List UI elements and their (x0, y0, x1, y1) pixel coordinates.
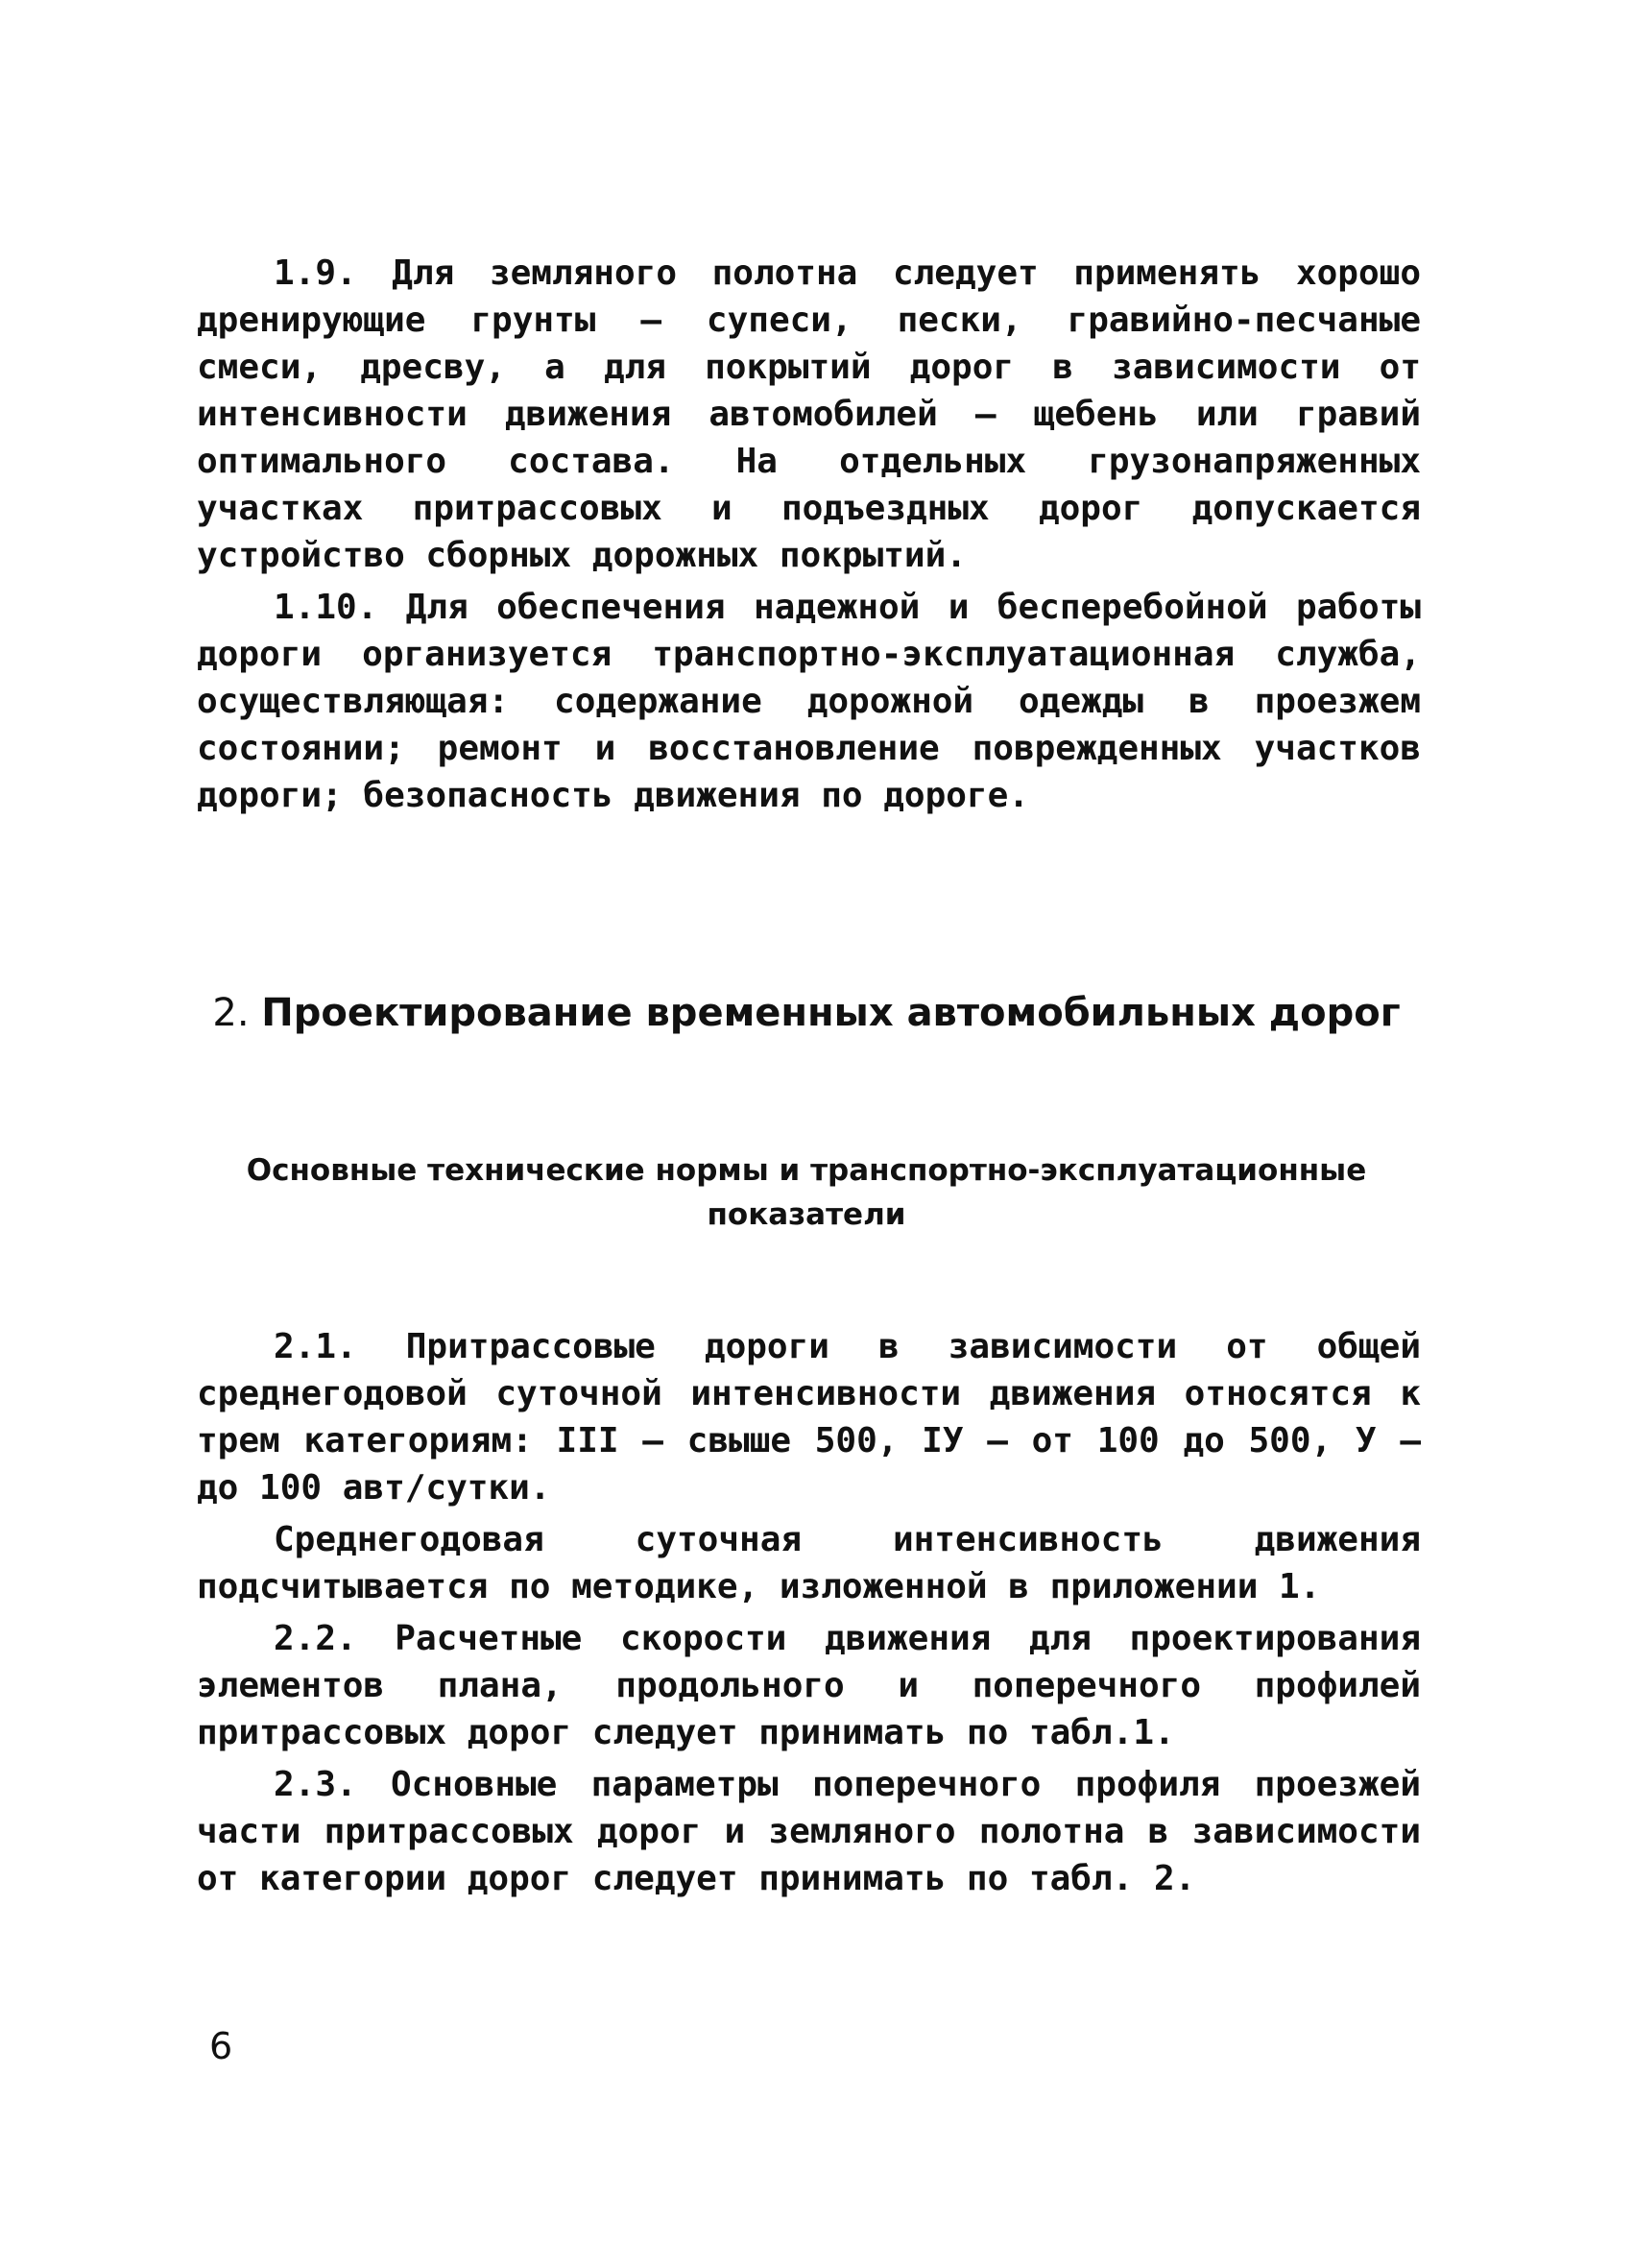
paragraph-1-9: 1.9. Для земляного полотна следует применять хорошо дренирующие грунты – супеси, пески, гравийно-песчаные смеси, дресву, а для покрытий дорог в зависимости от интенсивности движения автомобилей – щебень или гравий оптимального состава. На отдельных грузонапряженных участках притрассовых и подъездных дорог допускается устройство сборных дорожных покрытий. (197, 253, 1421, 575)
section-title (192, 986, 1421, 1040)
paragraph-intensity: Среднегодовая суточная интенсивность движения подсчитывается по методике, изложенной в приложении 1. (197, 1520, 1421, 1606)
text-block-intro (197, 250, 1421, 819)
paragraph-2-2: 2.2. Расчетные скорости движения для проектирования элементов плана, продольного и поперечного профилей притрассовых дорог следует принимать по табл.1. (197, 1619, 1421, 1752)
section-number: 2. (212, 991, 250, 1035)
text-block-norms (197, 1323, 1421, 1902)
paragraph-2-1: 2.1. Притрассовые дороги в зависимости от общей среднегодовой суточной интенсивности движения относятся к трем категориям: III – свыше 500, IУ – от 100 до 500, У – до 100 авт/сутки. (197, 1327, 1421, 1508)
section-title-text: Проектирование временных автомобильных дорог (261, 991, 1401, 1035)
paragraph-2-3: 2.3. Основные параметры поперечного профиля проезжей части притрассовых дорог и земляного полотна в зависимости от категории дорог следует принимать по табл. 2. (197, 1765, 1421, 1898)
page-number: 6 (209, 2025, 233, 2067)
paragraph-1-10: 1.10. Для обеспечения надежной и бесперебойной работы дороги организуется транспортно-эксплуатационная служба, осуществляющая: содержание дорожной одежды в проезжем состоянии; ремонт и восстановление поврежденных участков дороги; безопасность движения по дороге. (197, 588, 1421, 815)
subsection-title: Основные технические нормы и транспортно-эксплуатационные показатели (246, 1153, 1367, 1232)
